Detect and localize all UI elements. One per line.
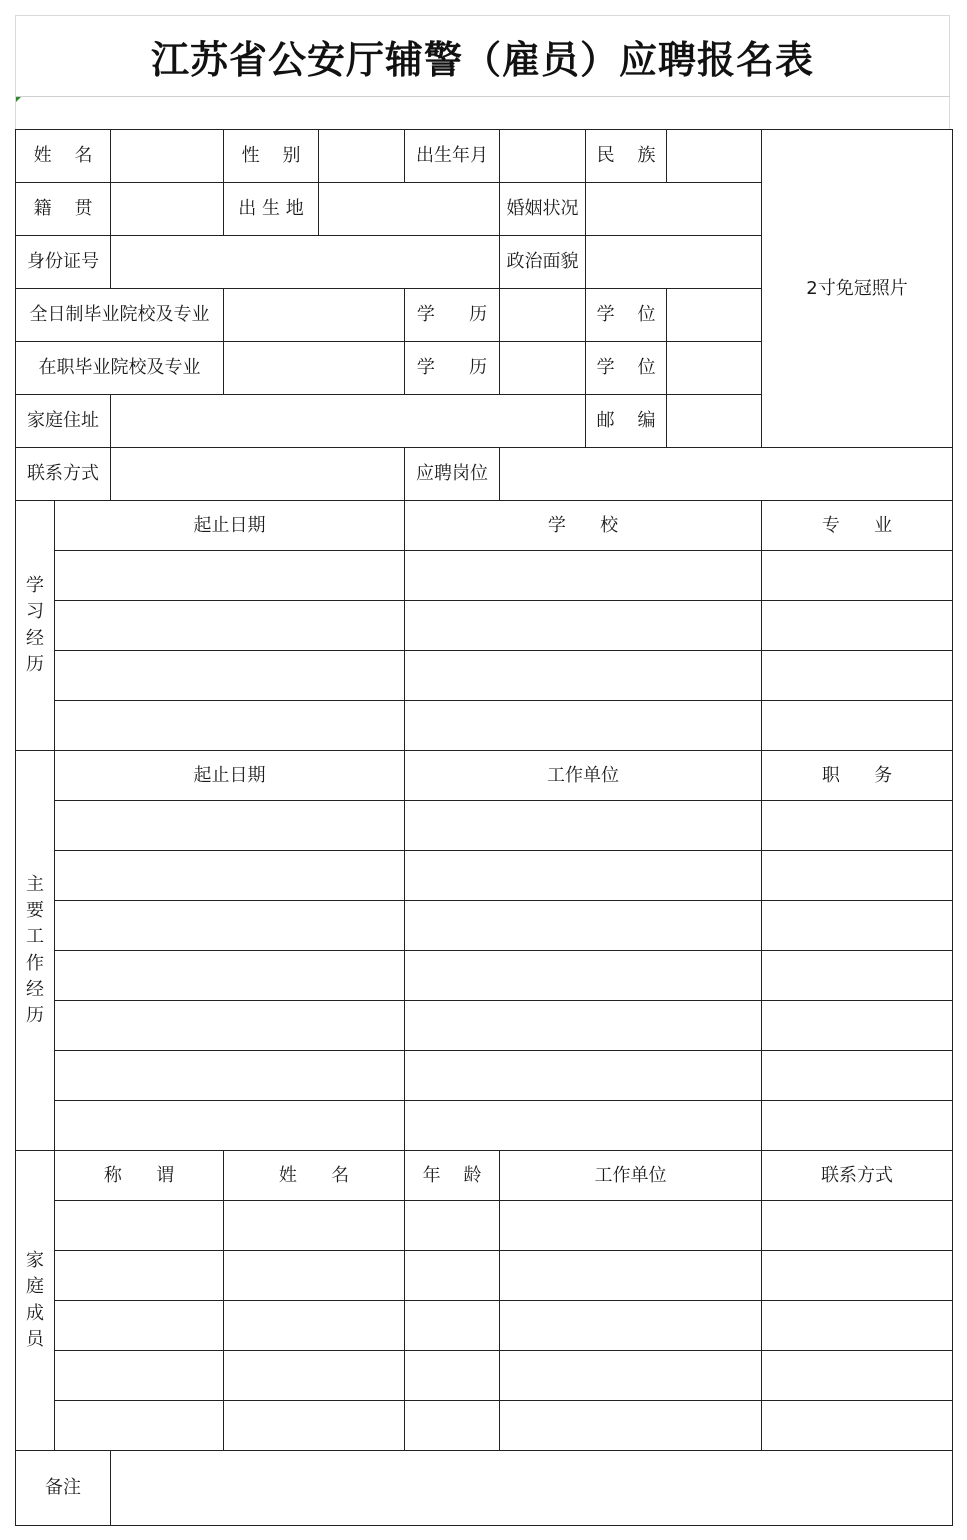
native-label: 籍 贯 [16, 183, 111, 236]
family-name-cell[interactable] [224, 1251, 405, 1301]
id-field[interactable] [111, 236, 500, 289]
application-form-table [15, 129, 953, 1526]
work-date-cell[interactable] [55, 1001, 405, 1051]
family-relation-cell[interactable] [55, 1401, 224, 1451]
family-contact-cell[interactable] [762, 1401, 953, 1451]
study-date-cell[interactable] [55, 601, 405, 651]
birth-label: 出生年月 [405, 130, 500, 183]
work-header-unit: 工作单位 [405, 751, 762, 801]
work-unit-cell[interactable] [405, 1001, 762, 1051]
work-post-cell[interactable] [762, 851, 953, 901]
family-age-cell[interactable] [405, 1201, 500, 1251]
ethnicity-field[interactable] [667, 130, 762, 183]
study-section-text: 学习经历 [26, 575, 44, 675]
work-section-label [16, 751, 55, 1151]
work-post-cell[interactable] [762, 1001, 953, 1051]
family-contact-cell[interactable] [762, 1201, 953, 1251]
birthplace-field[interactable] [319, 183, 500, 236]
study-major-cell[interactable] [762, 651, 953, 701]
contact-label: 联系方式 [16, 448, 111, 501]
fulltime-school-field[interactable] [224, 289, 405, 342]
work-unit-cell[interactable] [405, 1051, 762, 1101]
fulltime-degree-label: 学 位 [586, 289, 667, 342]
address-label: 家庭住址 [16, 395, 111, 448]
work-date-cell[interactable] [55, 1101, 405, 1151]
fulltime-education-label: 学 历 [405, 289, 500, 342]
remarks-label: 备注 [16, 1451, 111, 1526]
family-contact-cell[interactable] [762, 1301, 953, 1351]
position-field[interactable] [500, 448, 953, 501]
study-major-cell[interactable] [762, 601, 953, 651]
inservice-school-label: 在职毕业院校及专业 [16, 342, 224, 395]
family-name-cell[interactable] [224, 1401, 405, 1451]
work-header-date: 起止日期 [55, 751, 405, 801]
study-date-cell[interactable] [55, 551, 405, 601]
form-title: 江苏省公安厅辅警（雇员）应聘报名表 [150, 36, 814, 82]
address-field[interactable] [111, 395, 586, 448]
marital-field[interactable] [586, 183, 762, 236]
birthplace-label: 出 生 地 [224, 183, 319, 236]
family-relation-cell[interactable] [55, 1251, 224, 1301]
family-section-text: 家庭成员 [26, 1250, 44, 1350]
gender-field[interactable] [319, 130, 405, 183]
work-date-cell[interactable] [55, 1051, 405, 1101]
family-unit-cell[interactable] [500, 1251, 762, 1301]
work-unit-cell[interactable] [405, 851, 762, 901]
family-relation-cell[interactable] [55, 1201, 224, 1251]
family-relation-cell[interactable] [55, 1301, 224, 1351]
family-relation-cell[interactable] [55, 1351, 224, 1401]
family-name-cell[interactable] [224, 1351, 405, 1401]
work-date-cell[interactable] [55, 901, 405, 951]
name-field[interactable] [111, 130, 224, 183]
marital-label: 婚姻状况 [500, 183, 586, 236]
position-label: 应聘岗位 [405, 448, 500, 501]
fulltime-degree-field[interactable] [667, 289, 762, 342]
family-header-relation: 称 谓 [55, 1151, 224, 1201]
title-strip [15, 97, 950, 129]
work-section-text: 主要工作经历 [26, 874, 44, 1026]
family-header-contact: 联系方式 [762, 1151, 953, 1201]
work-unit-cell[interactable] [405, 901, 762, 951]
study-header-major: 专 业 [762, 501, 953, 551]
work-post-cell[interactable] [762, 951, 953, 1001]
political-field[interactable] [586, 236, 762, 289]
inservice-education-label: 学 历 [405, 342, 500, 395]
family-age-cell[interactable] [405, 1301, 500, 1351]
photo-label: 2寸免冠照片 [806, 277, 908, 299]
inservice-degree-field[interactable] [667, 342, 762, 395]
family-name-cell[interactable] [224, 1201, 405, 1251]
family-unit-cell[interactable] [500, 1301, 762, 1351]
study-school-cell[interactable] [405, 551, 762, 601]
work-post-cell[interactable] [762, 801, 953, 851]
remarks-field[interactable] [111, 1451, 953, 1526]
study-header-date: 起止日期 [55, 501, 405, 551]
family-header-age: 年 龄 [405, 1151, 500, 1201]
contact-field[interactable] [111, 448, 405, 501]
ethnicity-label: 民 族 [586, 130, 667, 183]
family-header-name: 姓 名 [224, 1151, 405, 1201]
family-section-label [16, 1151, 55, 1451]
study-date-cell[interactable] [55, 651, 405, 701]
work-post-cell[interactable] [762, 1101, 953, 1151]
inservice-degree-label: 学 位 [586, 342, 667, 395]
fulltime-education-field[interactable] [500, 289, 586, 342]
family-contact-cell[interactable] [762, 1351, 953, 1401]
work-unit-cell[interactable] [405, 1101, 762, 1151]
family-unit-cell[interactable] [500, 1351, 762, 1401]
family-unit-cell[interactable] [500, 1401, 762, 1451]
gender-label: 性 别 [224, 130, 319, 183]
photo-box[interactable] [762, 130, 953, 448]
study-date-cell[interactable] [55, 701, 405, 751]
id-label: 身份证号 [16, 236, 111, 289]
work-post-cell[interactable] [762, 901, 953, 951]
postcode-label: 邮 编 [586, 395, 667, 448]
work-unit-cell[interactable] [405, 801, 762, 851]
native-field[interactable] [111, 183, 224, 236]
work-unit-cell[interactable] [405, 951, 762, 1001]
study-major-cell[interactable] [762, 551, 953, 601]
inservice-school-field[interactable] [224, 342, 405, 395]
study-school-cell[interactable] [405, 601, 762, 651]
work-date-cell[interactable] [55, 951, 405, 1001]
name-label: 姓 名 [16, 130, 111, 183]
family-age-cell[interactable] [405, 1351, 500, 1401]
family-name-cell[interactable] [224, 1301, 405, 1351]
birth-field[interactable] [500, 130, 586, 183]
work-date-cell[interactable] [55, 801, 405, 851]
study-header-school: 学 校 [405, 501, 762, 551]
political-label: 政治面貌 [500, 236, 586, 289]
family-header-unit: 工作单位 [500, 1151, 762, 1201]
work-date-cell[interactable] [55, 851, 405, 901]
work-post-cell[interactable] [762, 1051, 953, 1101]
study-section-label [16, 501, 55, 751]
green-corner-mark [16, 97, 21, 102]
form-title-box [15, 15, 950, 97]
work-header-post: 职 务 [762, 751, 953, 801]
study-major-cell[interactable] [762, 701, 953, 751]
family-age-cell[interactable] [405, 1251, 500, 1301]
inservice-education-field[interactable] [500, 342, 586, 395]
study-school-cell[interactable] [405, 701, 762, 751]
family-contact-cell[interactable] [762, 1251, 953, 1301]
fulltime-school-label: 全日制毕业院校及专业 [16, 289, 224, 342]
postcode-field[interactable] [667, 395, 762, 448]
family-age-cell[interactable] [405, 1401, 500, 1451]
family-unit-cell[interactable] [500, 1201, 762, 1251]
study-school-cell[interactable] [405, 651, 762, 701]
